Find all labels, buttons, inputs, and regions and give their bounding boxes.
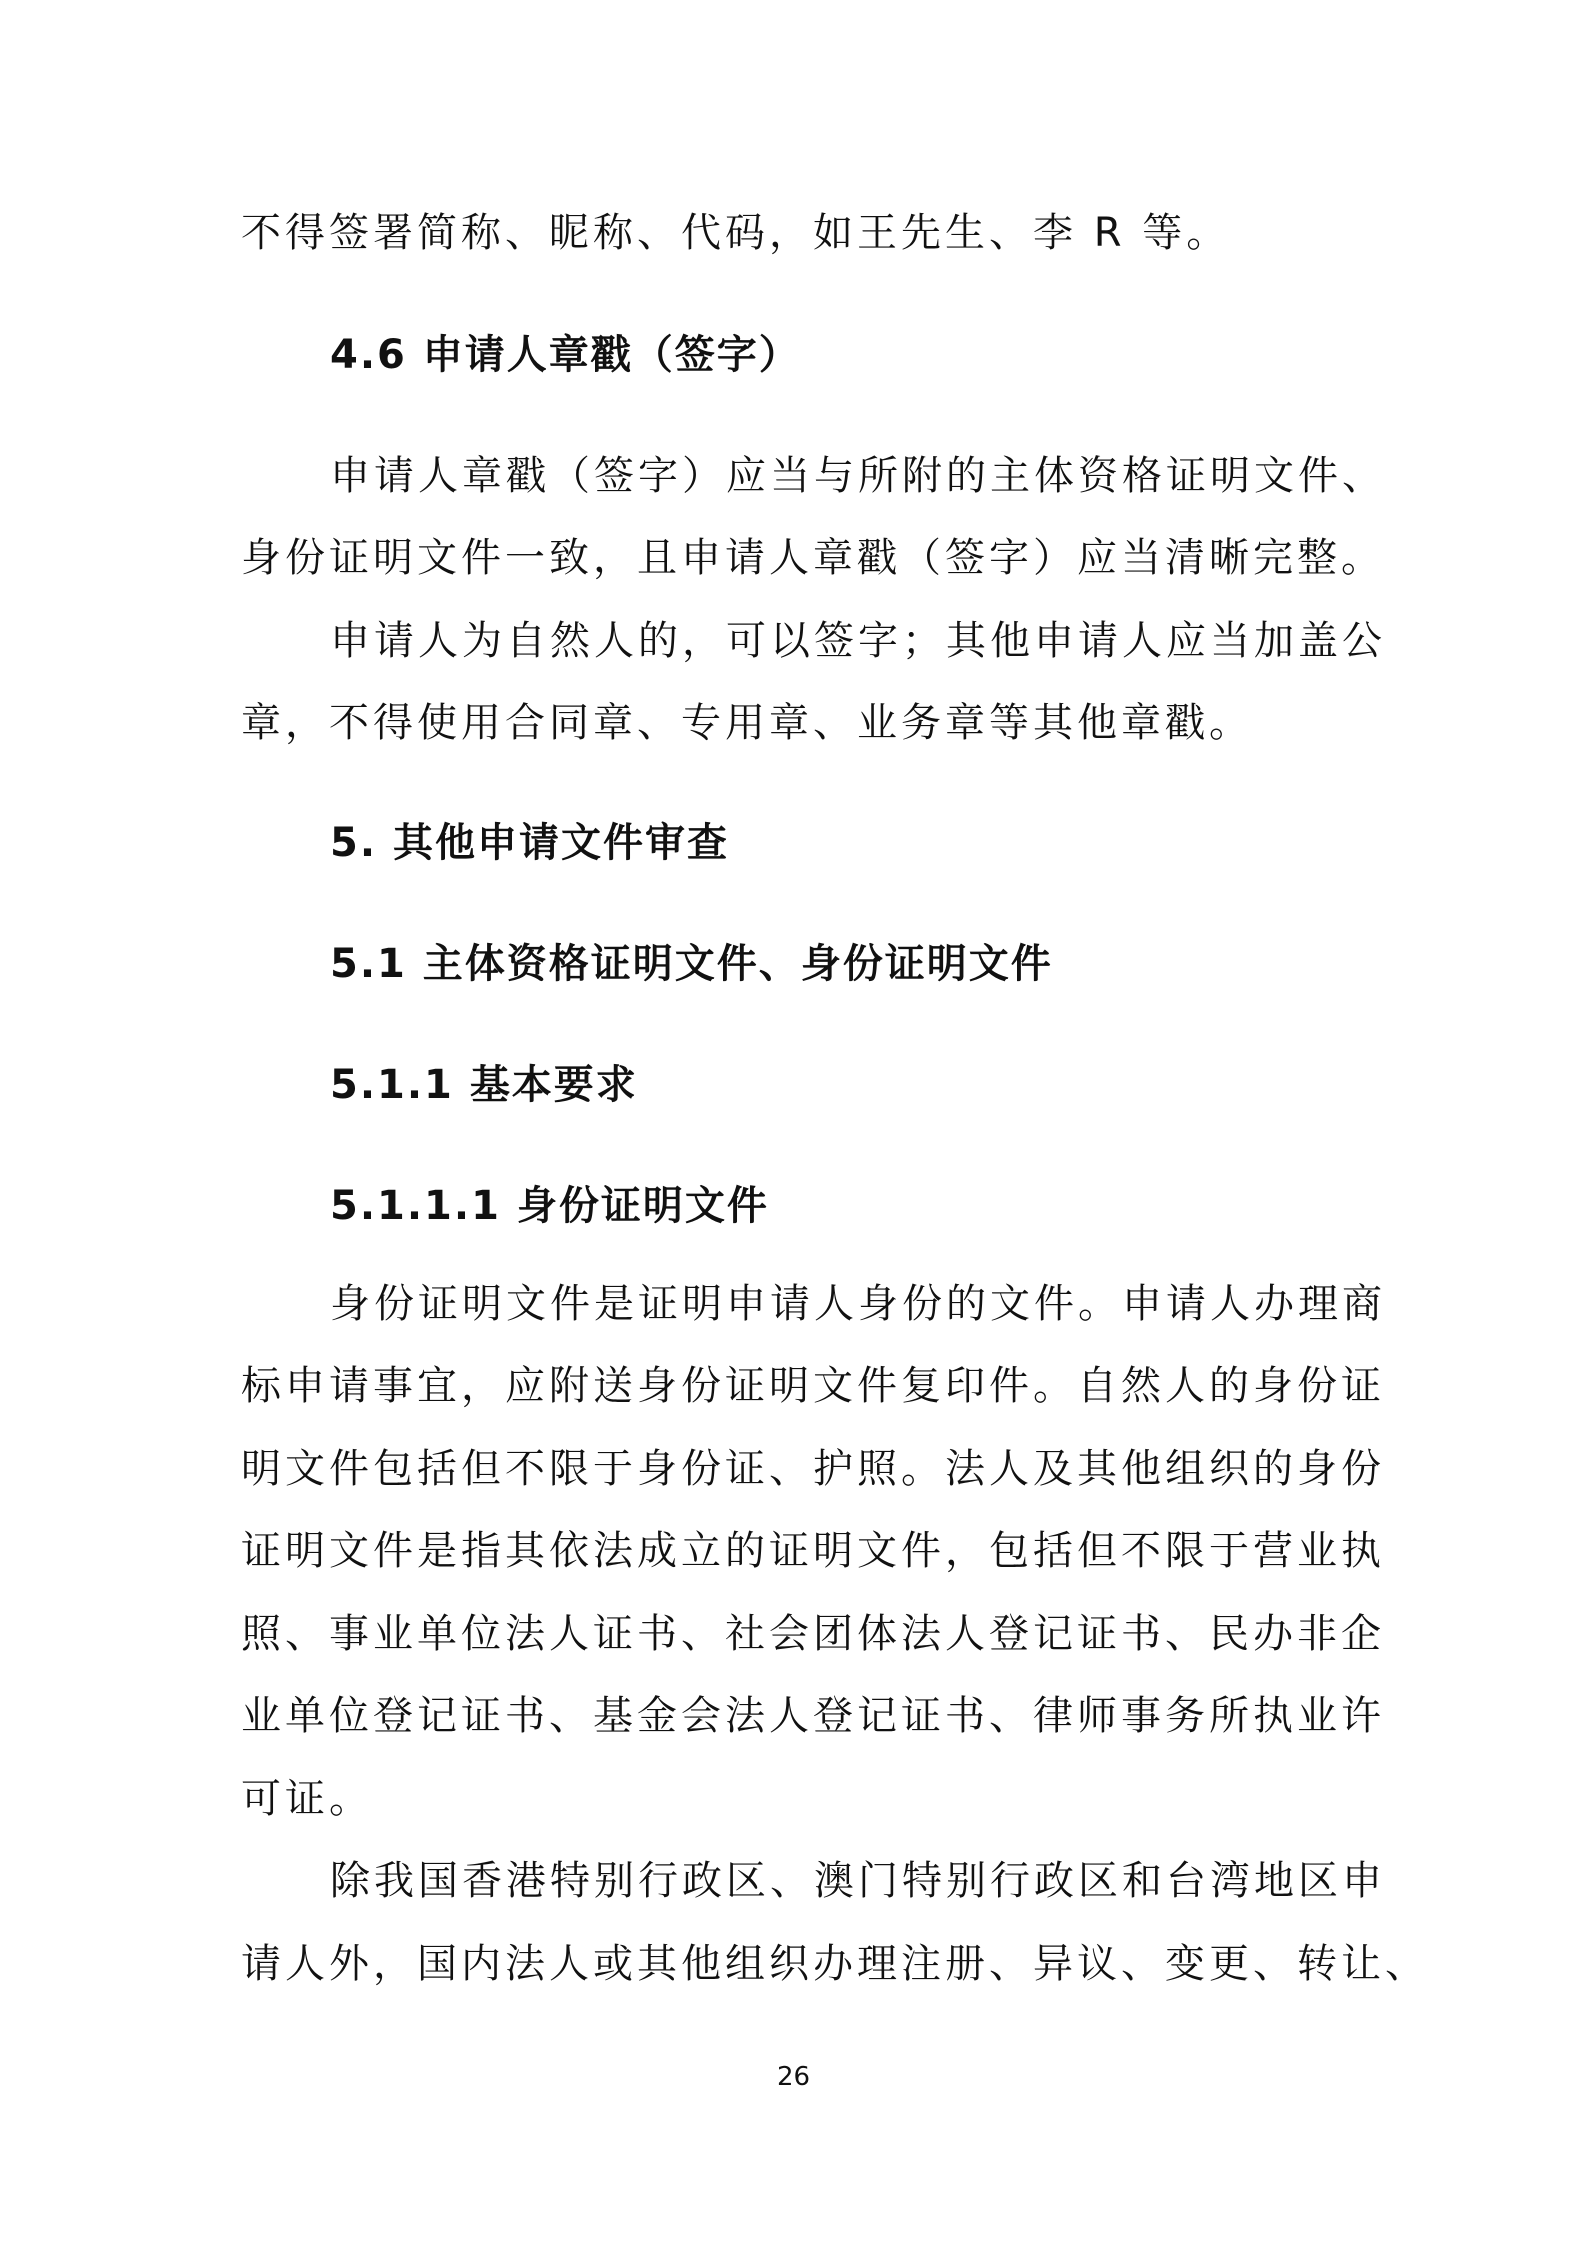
paragraph-line: 标申请事宜，应附送身份证明文件复印件。自然人的身份证: [241, 1363, 1385, 1409]
paragraph-line: 申请人章戳（签字）应当与所附的主体资格证明文件、: [330, 453, 1386, 499]
paragraph-line: 业单位登记证书、基金会法人登记证书、律师事务所执业许: [241, 1693, 1385, 1739]
paragraph-line: 明文件包括但不限于身份证、护照。法人及其他组织的身份: [241, 1446, 1385, 1492]
section-heading-4-6: 4.6 申请人章戳（签字）: [330, 332, 801, 378]
section-heading-5-1: 5.1 主体资格证明文件、身份证明文件: [330, 941, 1053, 987]
section-heading-5: 5. 其他申请文件审查: [330, 820, 729, 866]
page-number: 26: [776, 2062, 811, 2092]
paragraph-line: 申请人为自然人的，可以签字；其他申请人应当加盖公: [330, 618, 1386, 664]
paragraph-line: 请人外，国内法人或其他组织办理注册、异议、变更、转让、: [241, 1941, 1429, 1987]
section-heading-5-1-1: 5.1.1 基本要求: [330, 1062, 638, 1108]
paragraph-line: 身份证明文件一致，且申请人章戳（签字）应当清晰完整。: [241, 535, 1385, 581]
paragraph-line: 证明文件是指其依法成立的证明文件，包括但不限于营业执: [241, 1528, 1385, 1574]
paragraph-line: 可证。: [241, 1776, 373, 1822]
paragraph-line: 章，不得使用合同章、专用章、业务章等其他章戳。: [241, 700, 1253, 746]
paragraph-line: 除我国香港特别行政区、澳门特别行政区和台湾地区申: [330, 1858, 1386, 1904]
paragraph-line: 照、事业单位法人证书、社会团体法人登记证书、民办非企: [241, 1611, 1385, 1657]
section-heading-5-1-1-1: 5.1.1.1 身份证明文件: [330, 1183, 769, 1229]
paragraph-line: 身份证明文件是证明申请人身份的文件。申请人办理商: [330, 1281, 1386, 1327]
paragraph-line: 不得签署简称、昵称、代码，如王先生、李 R 等。: [241, 210, 1231, 256]
